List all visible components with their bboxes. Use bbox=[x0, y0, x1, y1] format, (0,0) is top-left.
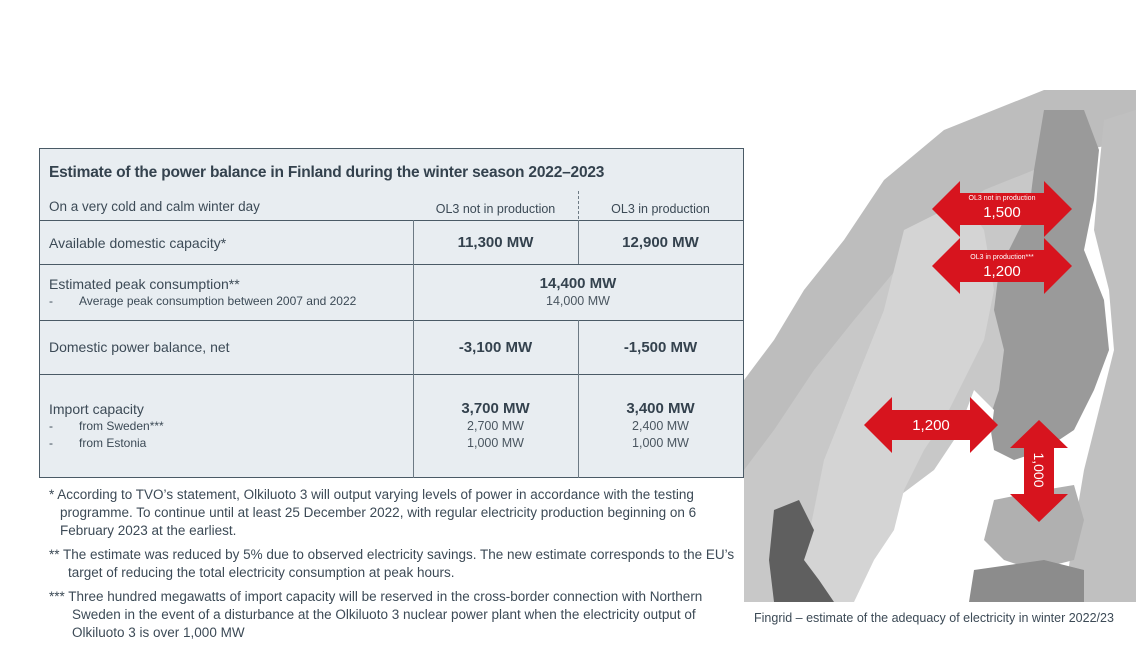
value-sweden-ol3-in: 2,400 MW bbox=[632, 419, 689, 433]
row-divider bbox=[40, 374, 743, 375]
row-divider bbox=[40, 320, 743, 321]
arrow-value-ol3-in: 1,200 bbox=[983, 263, 1021, 280]
row-label-power-balance: Domestic power balance, net bbox=[49, 339, 230, 355]
row-label-available-capacity: Available domestic capacity* bbox=[49, 235, 227, 251]
value-balance-ol3-in: -1,500 MW bbox=[623, 339, 698, 356]
value-import-ol3-in: 3,400 MW bbox=[626, 400, 695, 417]
value-estonia-ol3-in: 1,000 MW bbox=[632, 436, 689, 450]
value-available-ol3-in: 12,900 MW bbox=[622, 234, 699, 251]
footnote-2: ** The estimate was reduced by 5% due to observed electricity savings. The new estimate corresponds to the EU’s target of reducing the total electricity consumption at peak hours. bbox=[49, 547, 735, 580]
header-divider bbox=[578, 191, 579, 219]
value-estonia-ol3-not: 1,000 MW bbox=[467, 436, 524, 450]
value-import-ol3-not: 3,700 MW bbox=[461, 400, 530, 417]
row-sublabel-estonia: - from Estonia bbox=[49, 436, 147, 450]
power-balance-table bbox=[39, 148, 744, 478]
row-label-import-capacity: Import capacity bbox=[49, 401, 144, 417]
value-peak-consumption: 14,400 MW bbox=[539, 275, 617, 292]
table-title: Estimate of the power balance in Finland during the winter season 2022–2023 bbox=[49, 164, 605, 181]
row-divider bbox=[40, 220, 743, 221]
column-header-ol3-in: OL3 in production bbox=[611, 202, 710, 216]
value-sweden-ol3-not: 2,700 MW bbox=[467, 419, 524, 433]
column-header-ol3-not: OL3 not in production bbox=[435, 202, 556, 216]
footnotes bbox=[49, 486, 739, 648]
table-subheader: On a very cold and calm winter day bbox=[49, 199, 260, 214]
row-label-peak-consumption: Estimated peak consumption** bbox=[49, 276, 240, 292]
arrow-value-estonia: 1,000 bbox=[1031, 452, 1047, 488]
nordic-map bbox=[744, 90, 1136, 602]
row-divider bbox=[40, 264, 743, 265]
arrow-value-sweden-south: 1,200 bbox=[912, 417, 950, 434]
arrow-value-ol3-not: 1,500 bbox=[983, 204, 1021, 221]
row-sublabel-sweden: - from Sweden*** bbox=[49, 419, 164, 433]
footnote-1: * According to TVO’s statement, Olkiluoto 3 will output varying levels of power in accordance with the testing programme. To continue until at least 25 December 2022, with regular electricity production beginning on 6 February 2023 at the earliest. bbox=[49, 487, 697, 538]
map-graphic bbox=[744, 90, 1136, 602]
value-balance-ol3-not: -3,100 MW bbox=[458, 339, 533, 356]
arrow-label-ol3-not: OL3 not in production bbox=[968, 195, 1036, 202]
value-available-ol3-not: 11,300 MW bbox=[457, 234, 534, 251]
row-sublabel-average-peak: - Average peak consumption between 2007 and 2022 bbox=[49, 294, 357, 308]
footnote-3: *** Three hundred megawatts of import capacity will be reserved in the cross-border connection with Northern Sweden in the event of a disturbance at the Olkiluoto 3 nuclear power plant when the electricity output of Olkiluoto 3 is over 1,000 MW bbox=[49, 589, 703, 640]
arrow-label-ol3-in: OL3 in production*** bbox=[970, 254, 1034, 261]
map-caption: Fingrid – estimate of the adequacy of electricity in winter 2022/23 bbox=[754, 611, 1114, 625]
value-average-peak: 14,000 MW bbox=[546, 294, 610, 308]
